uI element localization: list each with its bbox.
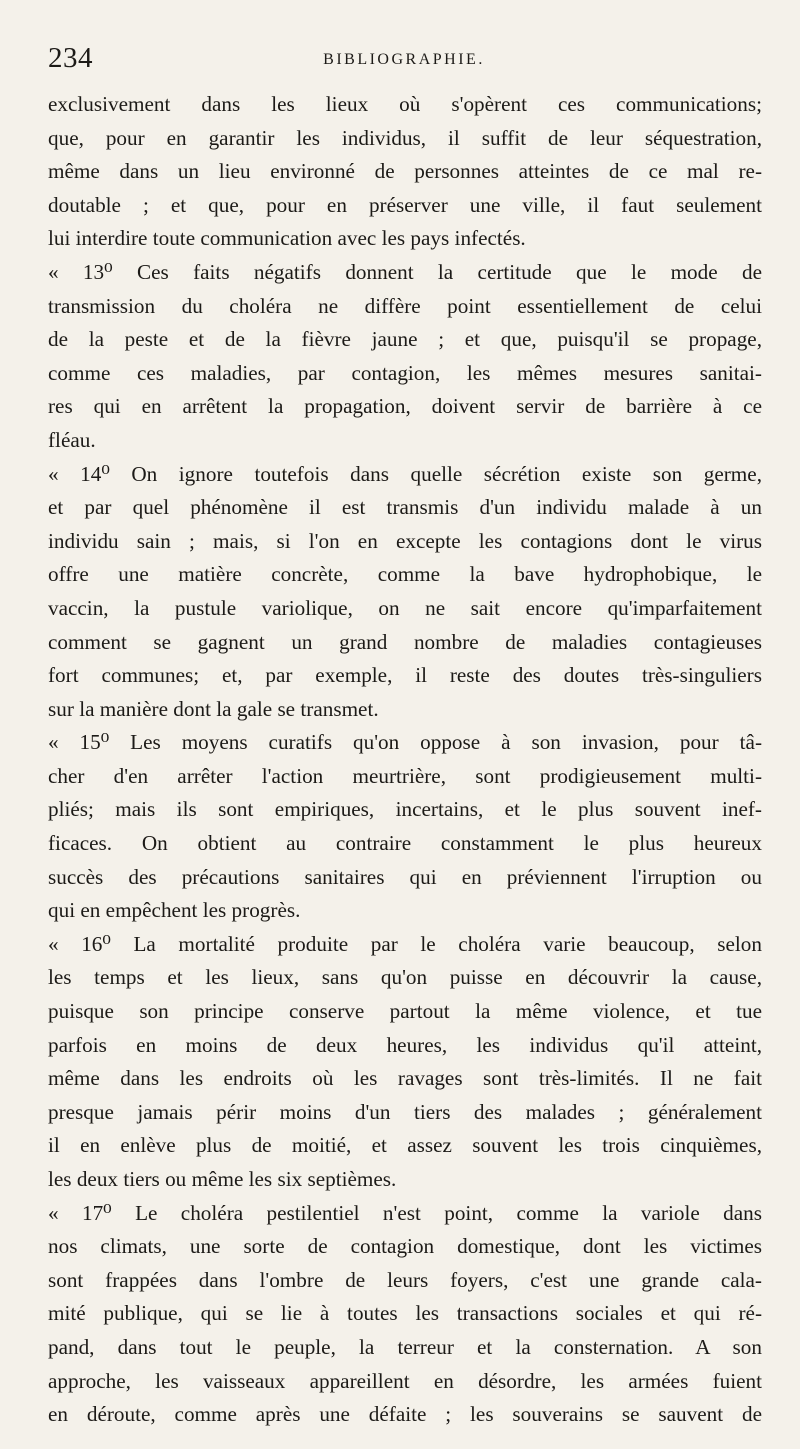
text-line: puisque son principe conserve partout la même violence, et tue — [48, 999, 762, 1024]
text-line: pand, dans tout le peuple, la terreur et la consternation. A son — [48, 1334, 762, 1359]
text-line: pliés; mais ils sont empiriques, incertains, et le plus souvent inef- — [48, 797, 762, 822]
text-line: il en enlève plus de moitié, et assez souvent les trois cinquièmes, — [48, 1133, 762, 1158]
running-head: BIBLIOGRAPHIE. — [323, 51, 485, 68]
text-line: qui en empêchent les progrès. — [48, 898, 301, 923]
text-line: « 13⁰ Ces faits négatifs donnent la certitude que le mode de — [48, 259, 762, 284]
text-line: les temps et les lieux, sans qu'on puisse en découvrir la cause, — [48, 965, 762, 990]
text-line: même dans un lieu environné de personnes atteintes de ce mal re- — [48, 159, 762, 184]
text-line: sont frappées dans l'ombre de leurs foyers, c'est une grande cala- — [48, 1267, 762, 1292]
text-line: doutable ; et que, pour en préserver une ville, il faut seulement — [48, 192, 762, 217]
text-line: vaccin, la pustule variolique, on ne sait encore qu'imparfaitement — [48, 595, 762, 620]
page-header — [48, 38, 760, 78]
text-line: nos climats, une sorte de contagion domestique, dont les victimes — [48, 1234, 762, 1259]
text-line: parfois en moins de deux heures, les individus qu'il atteint, — [48, 1032, 762, 1057]
text-line: individu sain ; mais, si l'on en excepte les contagions dont le virus — [48, 528, 762, 553]
text-line: fort communes; et, par exemple, il reste des doutes très-singuliers — [48, 663, 762, 688]
text-line: transmission du choléra ne diffère point essentiellement de celui — [48, 293, 762, 318]
text-line: en déroute, comme après une défaite ; les souverains se sauvent de — [48, 1402, 762, 1427]
text-line: et par quel phénomène il est transmis d'un individu malade à un — [48, 495, 762, 520]
text-line: presque jamais périr moins d'un tiers des malades ; généralement — [48, 1099, 762, 1124]
text-line: « 15⁰ Les moyens curatifs qu'on oppose à son invasion, pour tâ- — [48, 730, 762, 755]
text-line: exclusivement dans les lieux où s'opèrent ces communications; — [48, 92, 762, 116]
text-line: les deux tiers ou même les six septièmes. — [48, 1167, 397, 1191]
text-line: approche, les vaisseaux appareillent en désordre, les armées fuient — [48, 1368, 762, 1393]
text-line: res qui en arrêtent la propagation, doivent servir de barrière à ce — [48, 394, 762, 419]
text-line: « 17⁰ Le choléra pestilentiel n'est point, comme la variole dans — [48, 1200, 762, 1225]
page-number: 234 — [48, 42, 93, 74]
text-line: fléau. — [48, 427, 96, 452]
text-line: même dans les endroits où les ravages sont très-limités. Il ne fait — [48, 1066, 762, 1091]
body-text — [48, 88, 762, 1432]
text-line: succès des précautions sanitaires qui en préviennent l'irruption ou — [48, 864, 762, 889]
text-line: cher d'en arrêter l'action meurtrière, sont prodigieusement multi- — [48, 763, 762, 788]
text-line: lui interdire toute communication avec les pays infectés. — [48, 226, 526, 251]
text-line: de la peste et de la fièvre jaune ; et que, puisqu'il se propage, — [48, 327, 762, 352]
text-line: mité publique, qui se lie à toutes les transactions sociales et qui ré- — [48, 1301, 762, 1326]
text-line: offre une matière concrète, comme la bave hydrophobique, le — [48, 562, 762, 587]
text-line: « 14⁰ On ignore toutefois dans quelle sécrétion existe son germe, — [48, 461, 762, 486]
text-line: que, pour en garantir les individus, il suffit de leur séquestration, — [48, 125, 762, 150]
text-line: ficaces. On obtient au contraire constamment le plus heureux — [48, 831, 762, 856]
text-line: « 16⁰ La mortalité produite par le choléra varie beaucoup, selon — [48, 931, 762, 956]
text-line: comme ces maladies, par contagion, les mêmes mesures sanitai- — [48, 360, 762, 385]
text-line: comment se gagnent un grand nombre de maladies contagieuses — [48, 629, 762, 654]
text-line: sur la manière dont la gale se transmet. — [48, 696, 379, 721]
